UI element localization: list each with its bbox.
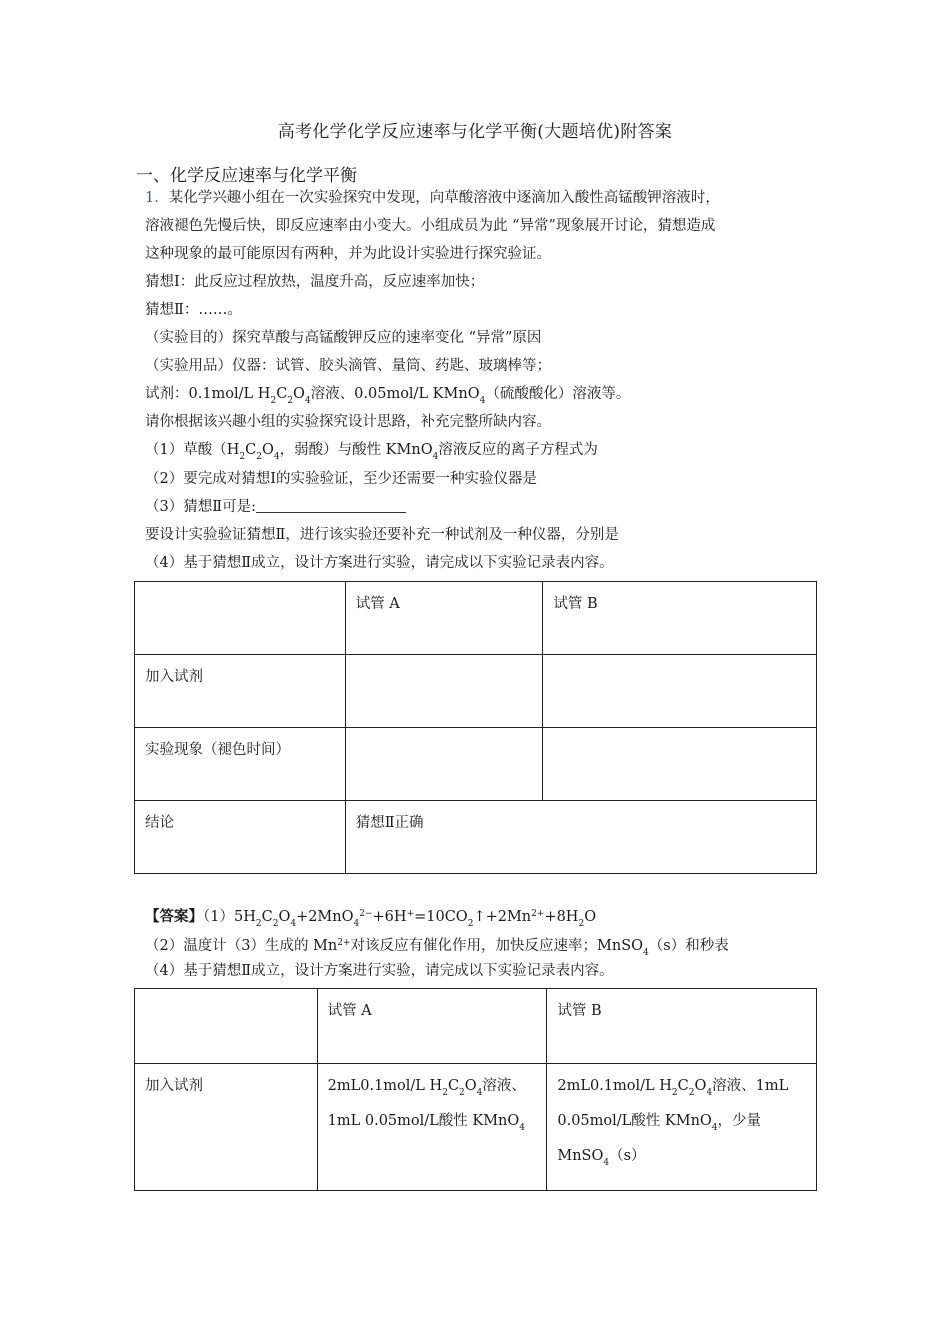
table-cell[interactable] <box>345 655 543 728</box>
table-cell[interactable] <box>543 728 817 801</box>
experiment-record-table <box>134 581 817 874</box>
guess-1: 猜想Ⅰ：此反应过程放热，温度升高，反应速率加快； <box>145 274 485 290</box>
table-row <box>135 655 817 728</box>
table-cell: 实验现象（褪色时间） <box>135 728 346 801</box>
answer-blank[interactable] <box>256 498 406 513</box>
answer-line-4: （4）基于猜想Ⅱ成立，设计方案进行实验，请完成以下实验记录表内容。 <box>145 963 614 979</box>
table-cell: 2mL0.1mol/L $H_2C_2O_4$溶液、 1mL 0.05mol/L酸性 KMnO$_4$ <box>317 1064 547 1191</box>
section-heading: 一、化学反应速率与化学平衡 <box>136 166 357 186</box>
answer-line-1: 【答案】$(1)5H_2C_2O_4+2MnO_4^{2-}+6H^+=10CO_2↑+2Mn^{2+}+8H_2O$ <box>145 908 597 929</box>
question-intro-line-1 <box>145 188 720 208</box>
intro-text-1: 某化学兴趣小组在一次实验探究中发现，向草酸溶液中逐滴加入酸性高锰酸钾溶液时， <box>168 190 720 206</box>
table-cell: 结论 <box>135 801 346 874</box>
table-cell: 试管 A <box>317 989 547 1064</box>
table-cell: 猜想Ⅱ正确 <box>345 801 816 874</box>
sub-question-4: （4）基于猜想Ⅱ成立，设计方案进行实验，请完成以下实验记录表内容。 <box>145 555 614 571</box>
experiment-purpose: （实验目的）探究草酸与高锰酸钾反应的速率变化 “异常”原因 <box>145 330 542 346</box>
table-row <box>135 1064 817 1191</box>
table-cell: 试管 A <box>345 582 543 655</box>
sub-question-3b: 要设计实验验证猜想Ⅱ，进行该实验还要补充一种试剂及一种仪器，分别是 <box>145 527 619 543</box>
table-cell <box>135 989 318 1064</box>
experiment-supplies: （实验用品）仪器：试管、胶头滴管、量筒、药匙、玻璃棒等； <box>145 358 551 374</box>
table-row <box>135 582 817 655</box>
table-cell: 2mL0.1mol/L $H_2C_2O_4$溶液、1mL 0.05mol/L酸性 KMnO$_4$，少量 MnSO$_4$（s） <box>547 1064 817 1191</box>
guess-2: 猜想Ⅱ：……。 <box>145 302 242 318</box>
table-cell: 加入试剂 <box>135 655 346 728</box>
document-title: 高考化学化学反应速率与化学平衡(大题培优)附答案 <box>277 122 673 142</box>
experiment-reagents: 试剂：0.1mol/L $H_2C_2O_4$溶液、0.05mol/L KMnO$_4$（硫酸酸化）溶液等。 <box>145 386 631 406</box>
table-cell: 加入试剂 <box>135 1064 318 1191</box>
sub-question-3: （3）猜想Ⅱ可是: <box>145 497 406 517</box>
answer-line-2: （2）温度计（3）生成的 $Mn^{2+}$对该反应有催化作用，加快反应速率；MnSO$_4$（s）和秒表 <box>145 938 729 958</box>
sub-question-1: （1）草酸（$H_2C_2O_4$，弱酸）与酸性 KMnO$_4$溶液反应的离子方程式为 <box>145 442 598 462</box>
question-intro-line-3: 这种现象的最可能原因有两种，并为此设计实验进行探究验证。 <box>145 246 551 262</box>
table-cell: 试管 B <box>547 989 817 1064</box>
answer-record-table <box>134 988 817 1191</box>
question-intro-line-2: 溶液褪色先慢后快，即反应速率由小变大。小组成员为此 “异常”现象展开讨论，猜想造成 <box>145 218 716 234</box>
instruction: 请你根据该兴趣小组的实验探究设计思路，补充完整所缺内容。 <box>145 414 551 430</box>
table-row <box>135 728 817 801</box>
question-number: 1． <box>145 190 169 206</box>
table-row <box>135 989 817 1064</box>
table-row <box>135 801 817 874</box>
table-cell[interactable] <box>543 655 817 728</box>
table-cell <box>135 582 346 655</box>
table-cell[interactable] <box>345 728 543 801</box>
sub-question-2: （2）要完成对猜想Ⅰ的实验验证，至少还需要一种实验仪器是 <box>145 471 537 487</box>
table-cell: 试管 B <box>543 582 817 655</box>
